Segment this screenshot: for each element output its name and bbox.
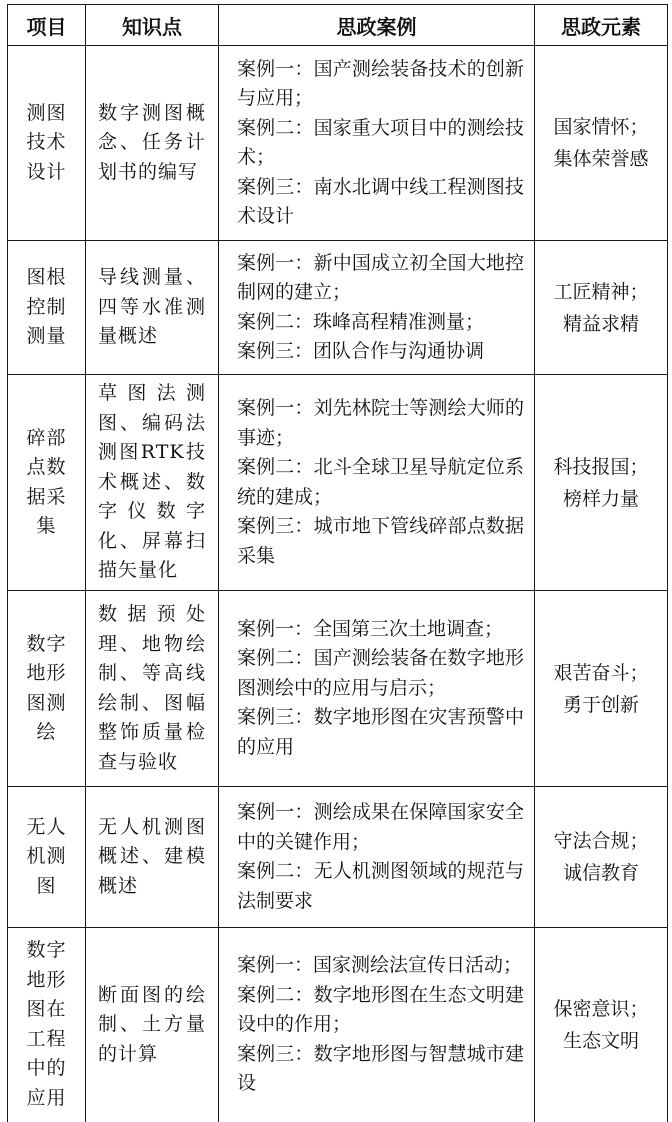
element-item: 诚信教育	[562, 862, 639, 884]
element-item: 艰苦奋斗；	[553, 661, 649, 684]
element-item: 保密意识；	[553, 997, 649, 1020]
element-item: 工匠精神；	[553, 280, 649, 303]
case-item: 案例三：数字地形图与智慧城市建设	[237, 1042, 524, 1094]
element-item: 集体荣誉感	[553, 148, 649, 170]
table-row	[8, 928, 668, 1122]
cases-cell	[219, 46, 535, 241]
knowledge-cell: 无人机测图概述、建模概述	[86, 787, 219, 928]
table-row	[8, 375, 668, 591]
project-cell: 无人机测图	[8, 787, 86, 928]
course-table-container	[7, 4, 667, 1122]
element-item: 勇于创新	[562, 693, 639, 716]
header-cases: 思政案例	[219, 5, 535, 46]
elements-cell	[535, 241, 668, 375]
cases-cell	[219, 375, 535, 591]
case-item: 案例二：珠峰高程精准测量；	[237, 310, 485, 333]
table-row	[8, 787, 668, 928]
project-cell: 数字地形图在工程中的应用	[8, 928, 86, 1122]
elements-cell	[535, 591, 668, 787]
case-item: 案例三：数字地形图在灾害预警中的应用	[237, 706, 524, 758]
case-item: 案例一：全国第三次土地调查；	[237, 617, 504, 640]
project-cell: 测图技术设计	[8, 46, 86, 241]
knowledge-cell: 数据预处理、地物绘制、等高线绘制、图幅整饰质量检查与验收	[86, 591, 219, 787]
elements-cell	[535, 375, 668, 591]
element-item: 精益求精	[562, 312, 639, 335]
table-row	[8, 591, 668, 787]
element-item: 国家情怀；	[553, 116, 649, 138]
table-row	[8, 241, 668, 375]
case-item: 案例一：新中国成立初全国大地控制网的建立；	[237, 251, 524, 303]
case-item: 案例三：南水北调中线工程测图技术设计	[237, 175, 524, 227]
case-item: 案例一：国家测绘法宣传日活动；	[237, 954, 523, 976]
case-item: 案例二：国产测绘装备在数字地形图测绘中的应用与启示；	[237, 647, 524, 699]
case-item: 案例二：国家重大项目中的测绘技术；	[237, 116, 524, 168]
case-item: 案例一：国产测绘装备技术的创新与应用；	[237, 57, 524, 109]
project-cell: 碎部点数据采集	[8, 375, 86, 591]
case-item: 案例一：测绘成果在保障国家安全中的关键作用；	[237, 801, 524, 853]
elements-cell	[535, 787, 668, 928]
cases-cell	[219, 787, 535, 928]
cases-cell	[219, 241, 535, 375]
cases-cell	[219, 928, 535, 1122]
case-item: 案例二：无人机测图领域的规范与法制要求	[237, 860, 524, 912]
elements-cell	[535, 928, 668, 1122]
element-item: 科技报国；	[553, 455, 649, 478]
header-elements: 思政元素	[535, 5, 668, 46]
case-item: 案例三：团队合作与沟通协调	[237, 340, 485, 362]
knowledge-cell: 数字测图概念、任务计划书的编写	[86, 46, 219, 241]
table-header-row	[8, 5, 668, 46]
case-item: 案例二：数字地形图在生态文明建设中的作用；	[237, 983, 524, 1035]
case-item: 案例三：城市地下管线碎部点数据采集	[237, 515, 524, 567]
element-item: 榜样力量	[562, 487, 639, 510]
elements-cell	[535, 46, 668, 241]
knowledge-cell: 断面图的绘制、土方量的计算	[86, 928, 219, 1122]
header-knowledge: 知识点	[86, 5, 219, 46]
knowledge-cell: 导线测量、四等水准测量概述	[86, 241, 219, 375]
element-item: 守法合规；	[553, 830, 649, 852]
case-item: 案例一：刘先林院士等测绘大师的事迹；	[237, 397, 524, 449]
ideological-case-table	[7, 4, 668, 1122]
header-project: 项目	[8, 5, 86, 46]
cases-cell	[219, 591, 535, 787]
project-cell: 数字地形图测绘	[8, 591, 86, 787]
knowledge-cell: 草图法测图、编码法测图RTK技术概述、数字仪数字化、屏幕扫描矢量化	[86, 375, 219, 591]
table-row	[8, 46, 668, 241]
project-cell: 图根控制测量	[8, 241, 86, 375]
element-item: 生态文明	[562, 1029, 639, 1052]
case-item: 案例二：北斗全球卫星导航定位系统的建成；	[237, 456, 524, 508]
